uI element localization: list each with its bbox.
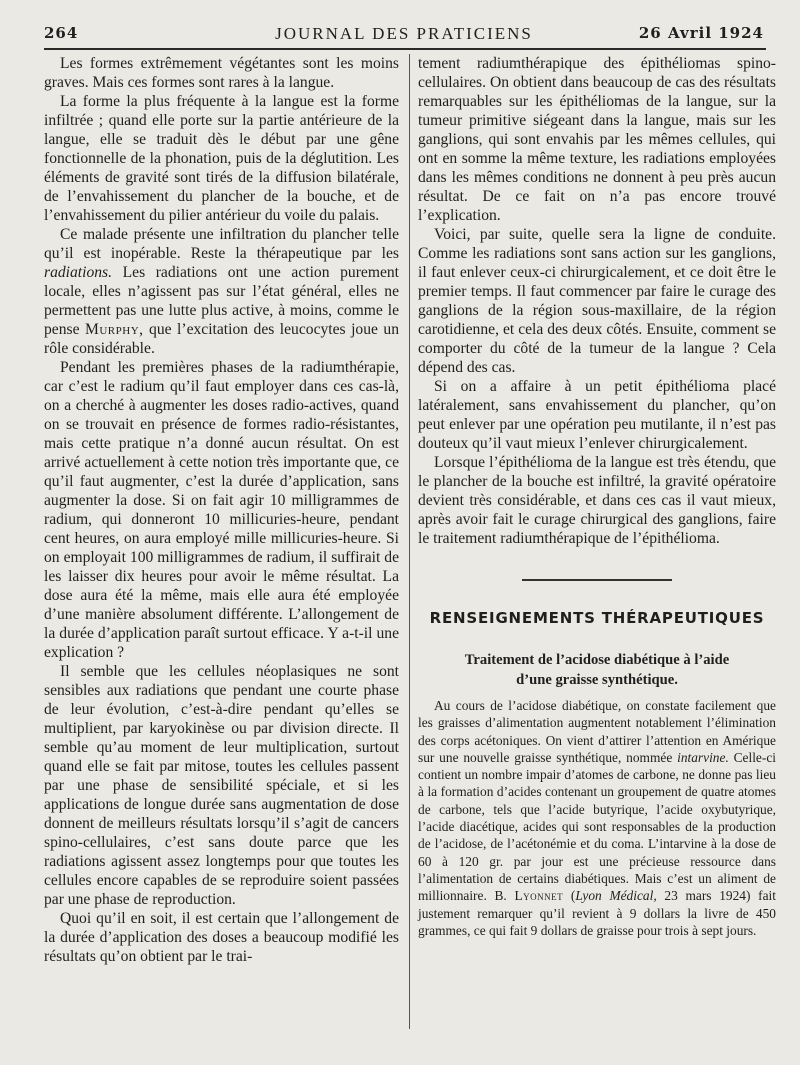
- source-citation: Lyon Médical,: [575, 888, 657, 904]
- section-separator: [522, 579, 672, 581]
- author-name: Murphy,: [85, 321, 144, 338]
- paragraph: Au cours de l’acidose diabétique, on constate facilement que les graisses d’alimentation augmentent notablement l’élimination des corps acétoniques. On vient d’attirer l’attention en Amérique sur une nouvelle graisse synthétique, nommée intarvine. Celle-ci contient un nombre impair d’atomes de carbone, ne donne pas lieu à la formation d’acides contenant un groupement de quatre atomes de carbone, tels que l’acide butyrique, l’acide oxybutyrique, l’acide diacétique, acides qui sont responsables de la production de l’acidose, de l’acétonémie et du coma. L’intarvine à la dose de 60 à 120 gr. par jour est une précieuse ressource dans l’alimentation de certains diabétiques. Mais c’est un aliment de millionnaire. B. Lyonnet (Lyon Médical, 23 mars 1924) fait justement remarquer qu’il revient à 9 dollars la livre de 450 grammes, ce qui fait 9 dollars de graisse pour trois à sept jours.: [418, 698, 776, 938]
- emphasis-radiations: radiations.: [44, 264, 113, 281]
- paragraph: tement radiumthérapique des épithéliomas spino-cellulaires. On obtient dans beaucoup de cas des résultats remarquables sur les épithéliomas de la langue, sur la tumeur primitive siégeant dans la langue, mais sur les ganglions, qui sont envahis par les mêmes cellules, qui ont en somme la même texture, les radiations employées dans les mêmes conditions ne donnent à peu près aucun résultat. De ce fait on n’a pas encore trouvé l’explication.: [418, 55, 776, 224]
- issue-date: 26 Avril 1924: [638, 24, 764, 42]
- paragraph: Il semble que les cellules néoplasiques ne sont sensibles aux radiations que pendant une courte phase de leur évolution, c’est-à-dire pendant qu’elles se multiplient, par karyokinèse ou par division directe. Il semble qu’au moment de leur multiplication, surtout quand elle se fait par mitose, toutes les cellules passent par une phase de sensibilité spéciale, et si les applications de longue durée sans augmentation de dose donnent de meilleurs résultats lorsqu’il s’agit de cancers spino-cellulaires, c’est sans doute parce que les radiations agissent assez longtemps pour que toutes les cellules encore capables de se reproduire soient passées par une phase de reproduction.: [44, 663, 399, 908]
- emphasis-intarvine: intarvine.: [677, 749, 729, 765]
- article-title: Traitement de l’acidose diabétique à l’aide d’une graisse synthétique.: [464, 652, 730, 688]
- article-body: [418, 697, 776, 939]
- paragraph: Si on a affaire à un petit épithélioma placé latéralement, sans envahissement du plancher, qu’on peut enlever par une opération peu mutilante, il n’est pas douteux qu’il vaut mieux l’enlever chirurgicalement.: [418, 378, 776, 452]
- paragraph: Voici, par suite, quelle sera la ligne de conduite. Comme les radiations sont sans action sur les ganglions, il faut enlever ceux-ci chirurgicalement, et ce doit être le premier temps. Il faut commencer par faire le curage des ganglions de la région sous-maxillaire, de la région carotidienne, et cela des deux côtés. Ensuite, comment se comporter du côté de la tumeur de la langue ? Cela dépend des cas.: [418, 226, 776, 376]
- right-column: [418, 54, 776, 939]
- paragraph: Ce malade présente une infiltration du plancher telle qu’il est inopérable. Reste la thérapeutique par les radiations. Les radiations ont une action purement locale, elles n’agissent pas sur l’état général, elles ne permettent pas une lutte plus active, à moins, comme le pense Murphy, que l’excitation des leucocytes joue un rôle considérable.: [44, 226, 400, 357]
- journal-title: JOURNAL DES PRATICIENS: [275, 24, 533, 43]
- section-title: RENSEIGNEMENTS THÉRAPEUTIQUES: [429, 609, 765, 627]
- column-divider: [409, 54, 410, 1029]
- left-column: [44, 54, 399, 966]
- paragraph: Pendant les premières phases de la radiumthérapie, car c’est le radium qu’il faut employer dans ces cas-là, on a cherché à augmenter les doses radio-actives, quand on se trouvait en présence de formes radio-résistantes, mais cette pratique n’a donné aucun résultat. On est arrivé actuellement à cette notion très importante que, ce qu’il faut augmenter, c’est la durée d’application, sans augmenter la dose. Si on fait agir 10 milligrammes de radium, qui donneront 10 millicuries-heure, pendant cent heures, on aura employé mille millicuries-heure. Si on employait 100 milligrammes de radium, il suffirait de les laisser dix heures pour avoir le même résultat. La dose aura été la même, mais elle aura été employée d’une manière absolument différente. L’allongement de la durée d’application paraît surtout efficace. Y a-t-il une explication ?: [44, 359, 399, 661]
- paragraph: Quoi qu’il en soit, il est certain que l’allongement de la durée d’application des doses a beaucoup modifié les résultats qu’on obtient par le trai-: [44, 910, 399, 965]
- paragraph: Lorsque l’épithélioma de la langue est très étendu, que le plancher de la bouche est infiltré, la gravité opératoire devient très considérable, et dans ces cas il vaut mieux, après avoir fait le curage chirurgical des ganglions, faire le traitement radiumthérapique de l’épithélioma.: [418, 454, 776, 547]
- page-number: 264: [44, 24, 79, 42]
- paragraph: Les formes extrêmement végétantes sont les moins graves. Mais ces formes sont rares à la langue.: [44, 55, 399, 91]
- author-name: Lyonnet: [514, 888, 564, 904]
- header-rule: [44, 48, 766, 50]
- page-header: [44, 20, 764, 46]
- paragraph: La forme la plus fréquente à la langue est la forme infiltrée ; quand elle porte sur la partie antérieure de la langue, elle se traduit dès le début par une gêne fonctionnelle de la phonation, puis de la déglutition. Les éléments de gravité sont tirés de la diffusion bilatérale, de l’envahissement du plancher de la bouche, et de l’envahissement du pilier antérieur du voile du palais.: [44, 93, 399, 224]
